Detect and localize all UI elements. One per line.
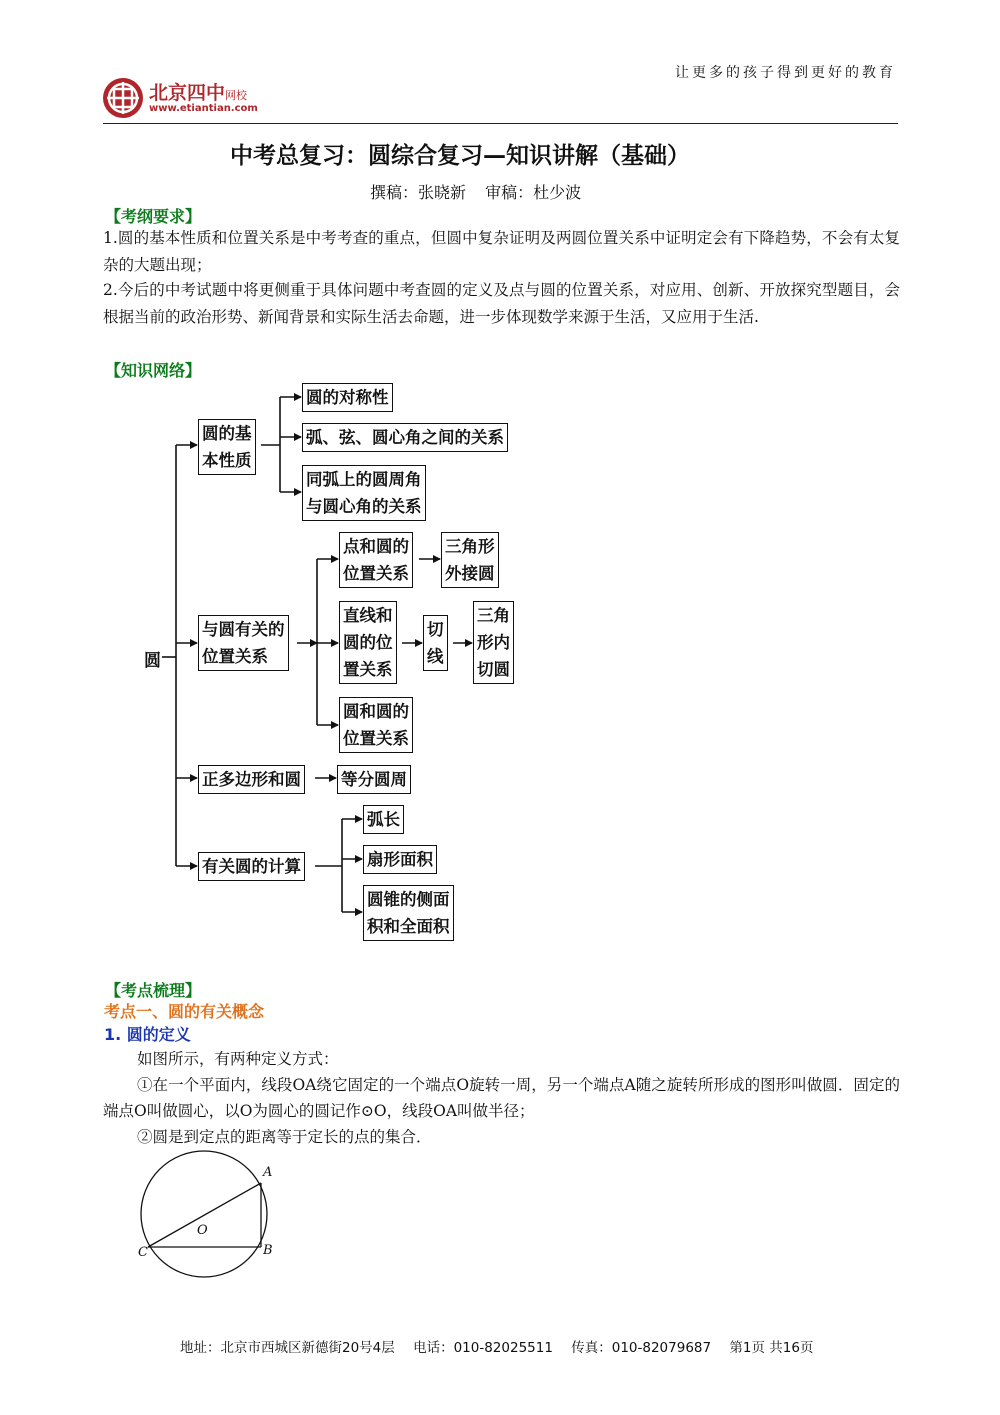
definition-two: ②圆是到定点的距离等于定长的点的集合． xyxy=(137,1128,432,1146)
label-a: A xyxy=(263,1165,273,1180)
section-heading-points: 【考点梳理】 xyxy=(105,981,202,1000)
label-b: B xyxy=(263,1243,273,1258)
node-equal-division: 等分圆周 xyxy=(337,765,411,794)
point-one-heading: 考点一、圆的有关概念 xyxy=(104,1002,265,1021)
node-arc-length: 弧长 xyxy=(363,805,404,834)
node-position-relations: 与圆有关的 位置关系 xyxy=(198,615,289,671)
footer-fax: 传真：010-82079687 xyxy=(571,1340,712,1356)
reviewer: 审稿：杜少波 xyxy=(485,183,582,202)
node-cone-area: 圆锥的侧面 积和全面积 xyxy=(363,885,454,941)
node-line-circle: 直线和 圆的位 置关系 xyxy=(339,601,397,684)
node-point-circle: 点和圆的 位置关系 xyxy=(339,532,413,588)
section-heading-requirements: 【考纲要求】 xyxy=(105,207,202,226)
definition-one: ①在一个平面内，线段OA绕它固定的一个端点O旋转一周，另一个端点A随之旋转所形成的图形叫做圆．固定的端点O叫做圆心，以O为圆心的圆记作⊙O，线段OA叫做半径； xyxy=(103,1076,900,1120)
network-root: 圆 xyxy=(144,651,161,671)
writer: 撰稿：张晓新 xyxy=(370,183,467,202)
node-tangent: 切 线 xyxy=(423,615,448,671)
node-arc-chord-angle: 弧、弦、圆心角之间的关系 xyxy=(302,423,508,452)
node-regular-polygon: 正多边形和圆 xyxy=(198,765,305,794)
label-c: C xyxy=(138,1245,148,1260)
footer-address: 地址：北京市西城区新德街20号4层 xyxy=(180,1340,395,1356)
item-one-heading: 1. 圆的定义 xyxy=(104,1025,191,1044)
footer xyxy=(180,1336,813,1356)
node-incircle: 三角 形内 切圆 xyxy=(473,601,514,684)
node-basic-properties: 圆的基 本性质 xyxy=(198,419,256,475)
footer-page: 第1页 共16页 xyxy=(729,1340,814,1356)
label-o: O xyxy=(197,1223,208,1238)
requirements-paragraph-2: 2.今后的中考试题中将更侧重于具体问题中考查圆的定义及点与圆的位置关系，对应用、创新、开放探究型题目，会根据当前的政治形势、新闻背景和实际生活去命题，进一步体现数学来源于生活，又应用于生活. xyxy=(103,281,900,326)
definition-intro: 如图所示，有两种定义方式： xyxy=(137,1050,339,1068)
section-heading-network: 【知识网络】 xyxy=(105,361,202,380)
logo-name: 北京四中网校 xyxy=(149,82,248,104)
page-title: 中考总复习：圆综合复习—知识讲解（基础） xyxy=(230,143,690,169)
node-circumcircle: 三角形 外接圆 xyxy=(441,532,499,588)
footer-phone: 电话：010-82025511 xyxy=(413,1340,553,1356)
logo-url: www.etiantian.com xyxy=(149,103,258,114)
requirements-paragraph-1: 1.圆的基本性质和位置关系是中考考查的重点，但圆中复杂证明及两圆位置关系中证明定会有下降趋势，不会有太复杂的大题出现； xyxy=(103,229,900,274)
node-inscribed-angle: 同弧上的圆周角 与圆心角的关系 xyxy=(302,465,426,521)
slogan: 让更多的孩子得到更好的教育 xyxy=(675,65,896,81)
circle-figure xyxy=(130,1148,290,1278)
node-symmetry: 圆的对称性 xyxy=(302,383,393,412)
node-sector-area: 扇形面积 xyxy=(363,845,437,874)
node-circle-circle: 圆和圆的 位置关系 xyxy=(339,697,413,753)
node-calculation: 有关圆的计算 xyxy=(198,852,305,881)
